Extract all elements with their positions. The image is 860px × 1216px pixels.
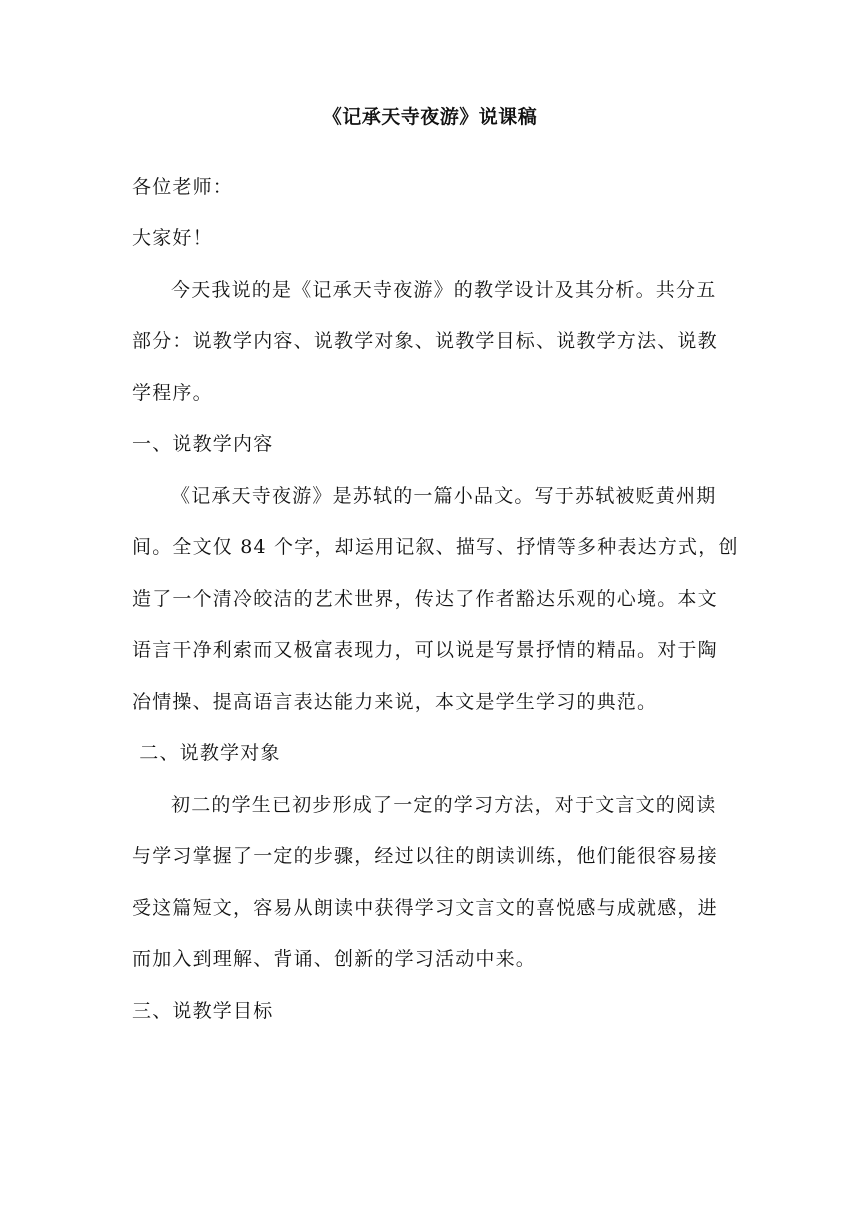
greeting-line: 各位老师： [132,176,234,198]
document-title: 《记承天寺夜游》说课稿 [322,106,538,128]
section1-line-5: 冶情操、提高语言表达能力来说，本文是学生学习的典范。 [132,691,658,713]
section1-line-3: 造了一个清冷皎洁的艺术世界，传达了作者豁达乐观的心境。本文 [132,588,718,610]
section2-line-1: 初二的学生已初步形成了一定的学习方法，对于文言文的阅读 [171,794,717,816]
section-heading-3: 三、说教学目标 [132,1000,274,1022]
intro-line-2: 部分：说教学内容、说教学对象、说教学目标、说教学方法、说教 [132,330,718,352]
section2-line-4: 而加入到理解、背诵、创新的学习活动中来。 [132,948,537,970]
hello-line: 大家好！ [132,227,213,249]
intro-line-1: 今天我说的是《记承天寺夜游》的教学设计及其分析。共分五 [171,279,717,301]
section2-line-2: 与学习掌握了一定的步骤，经过以往的朗读训练，他们能很容易接 [132,845,718,867]
section1-line-4: 语言干净利索而又极富表现力，可以说是写景抒情的精品。对于陶 [132,639,718,661]
intro-line-3: 学程序。 [132,382,213,404]
section1-line-1: 《记承天寺夜游》是苏轼的一篇小品文。写于苏轼被贬黄州期 [171,485,717,507]
section-heading-2: 二、说教学对象 [132,742,281,764]
section1-line-2: 间。全文仅 84 个字，却运用记叙、描写、抒情等多种表达方式，创 [132,536,739,558]
section-heading-1: 一、说教学内容 [132,433,274,455]
section2-line-3: 受这篇短文，容易从朗读中获得学习文言文的喜悦感与成就感，进 [132,897,718,919]
